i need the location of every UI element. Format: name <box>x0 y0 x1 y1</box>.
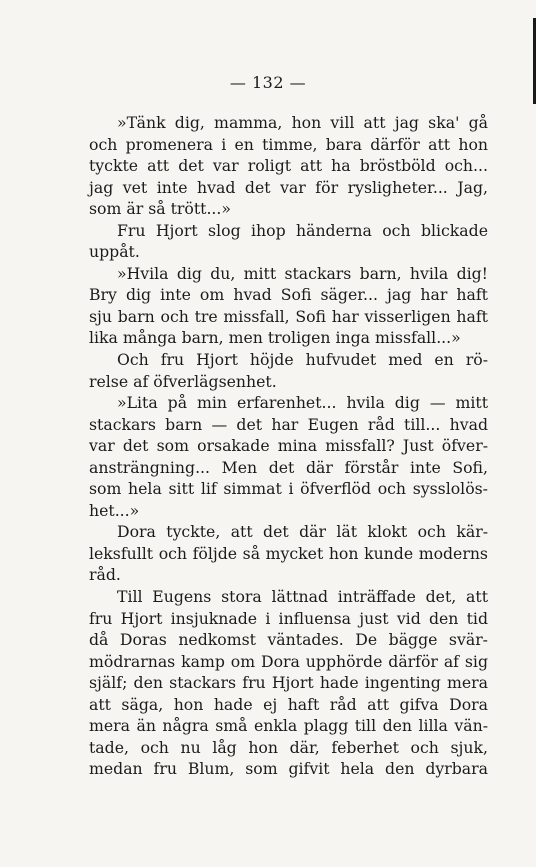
text-line: medan fru Blum, som gifvit hela den dyrbara <box>89 759 488 779</box>
text-line: Dora tyckte, att det där lät klokt och kär- <box>117 522 488 542</box>
text-line: uppåt. <box>89 242 140 262</box>
text-line: Bry dig inte om hvad Sofi säger... jag har haft <box>89 285 488 305</box>
text-line: »Hvila dig du, mitt stackars barn, hvila dig! <box>117 263 488 283</box>
text-line: Till Eugens stora lättnad inträffade det, att <box>117 587 488 607</box>
text-line: »Tänk dig, mamma, hon vill att jag ska' gå <box>117 113 488 132</box>
text-line: Och fru Hjort höjde hufvudet med en rö- <box>117 350 488 370</box>
text-line: mödrarnas kamp om Dora upphörde därför af sig <box>89 651 488 671</box>
text-line: het...» <box>89 500 140 520</box>
text-line: att säga, hon hade ej haft råd att gifva Dora <box>89 694 488 714</box>
text-line: leksfullt och följde så mycket hon kunde moderns <box>89 543 488 563</box>
text-line: tade, och nu låg hon där, feberhet och sjuk, <box>89 737 488 757</box>
text-line: fru Hjort insjuknade i influensa just vid den tid <box>89 608 488 628</box>
text-line: relse af öfverlägsenhet. <box>89 371 277 391</box>
text-line: Fru Hjort slog ihop händerna och blickade <box>117 220 488 240</box>
text-line: lika många barn, men troligen inga missfall...» <box>89 328 461 348</box>
text-line: stackars barn — det har Eugen råd till... hvad <box>89 414 488 434</box>
body-text <box>89 112 488 780</box>
text-line: råd. <box>89 565 121 585</box>
text-line: tyckte att det var roligt att ha bröstböld och... <box>89 156 488 176</box>
text-line: sju barn och tre missfall, Sofi har visserligen haft <box>89 306 488 326</box>
text-line: och promenera i en timme, bara därför att hon <box>89 134 488 154</box>
text-line: själf; den stackars fru Hjort hade ingenting mera <box>89 673 488 693</box>
text-line: jag vet inte hvad det var för rysligheter... Jag, <box>89 177 488 197</box>
text-line: då Doras nedkomst väntades. De bägge svär- <box>89 630 488 650</box>
text-line: som hela sitt lif simmat i öfverflöd och sysslolös- <box>89 479 488 499</box>
text-line: var det som orsakade mina missfall? Just öfver- <box>89 436 488 456</box>
text-line: som är så trött...» <box>89 199 231 219</box>
text-line: »Lita på min erfarenhet... hvila dig — mitt <box>117 393 488 413</box>
text-line: ansträngning... Men det där förstår inte Sofi, <box>89 457 488 477</box>
text-line: mera än några små enkla plagg till den lilla vän- <box>89 716 488 736</box>
page-number: — 132 — <box>229 73 307 92</box>
